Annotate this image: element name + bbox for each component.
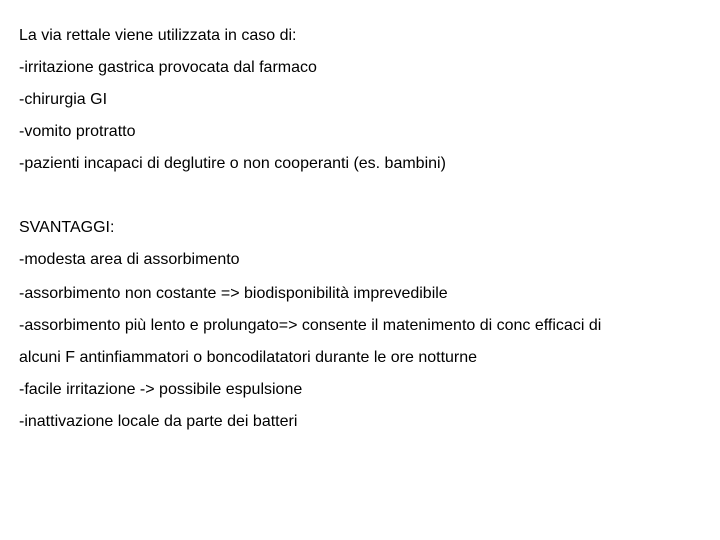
disadvantage-item-slower: -assorbimento più lento e prolungato=> consente il matenimento di conc efficaci di: [19, 317, 602, 334]
disadvantages-heading: SVANTAGGI:: [19, 219, 115, 236]
use-item-gastric-irritation: -irritazione gastrica provocata dal farmaco: [19, 59, 317, 76]
intro-text: La via rettale viene utilizzata in caso di:: [19, 27, 297, 44]
slide-content: [19, 0, 709, 540]
use-item-patients: -pazienti incapaci di deglutire o non cooperanti (es. bambini): [19, 155, 446, 172]
use-item-vomiting: -vomito protratto: [19, 123, 136, 140]
use-item-gi-surgery: -chirurgia GI: [19, 91, 108, 108]
disadvantage-item-irritation: -facile irritazione -> possibile espulsione: [19, 381, 303, 398]
disadvantage-item-inconstant: -assorbimento non costante => biodisponibilità imprevedibile: [19, 285, 448, 302]
disadvantage-item-slower-continued: alcuni F antinfiammatori o boncodilatatori durante le ore notturne: [19, 349, 478, 366]
disadvantage-item-bacteria: -inattivazione locale da parte dei batteri: [19, 413, 298, 430]
disadvantage-item-small-area: -modesta area di assorbimento: [19, 251, 240, 268]
